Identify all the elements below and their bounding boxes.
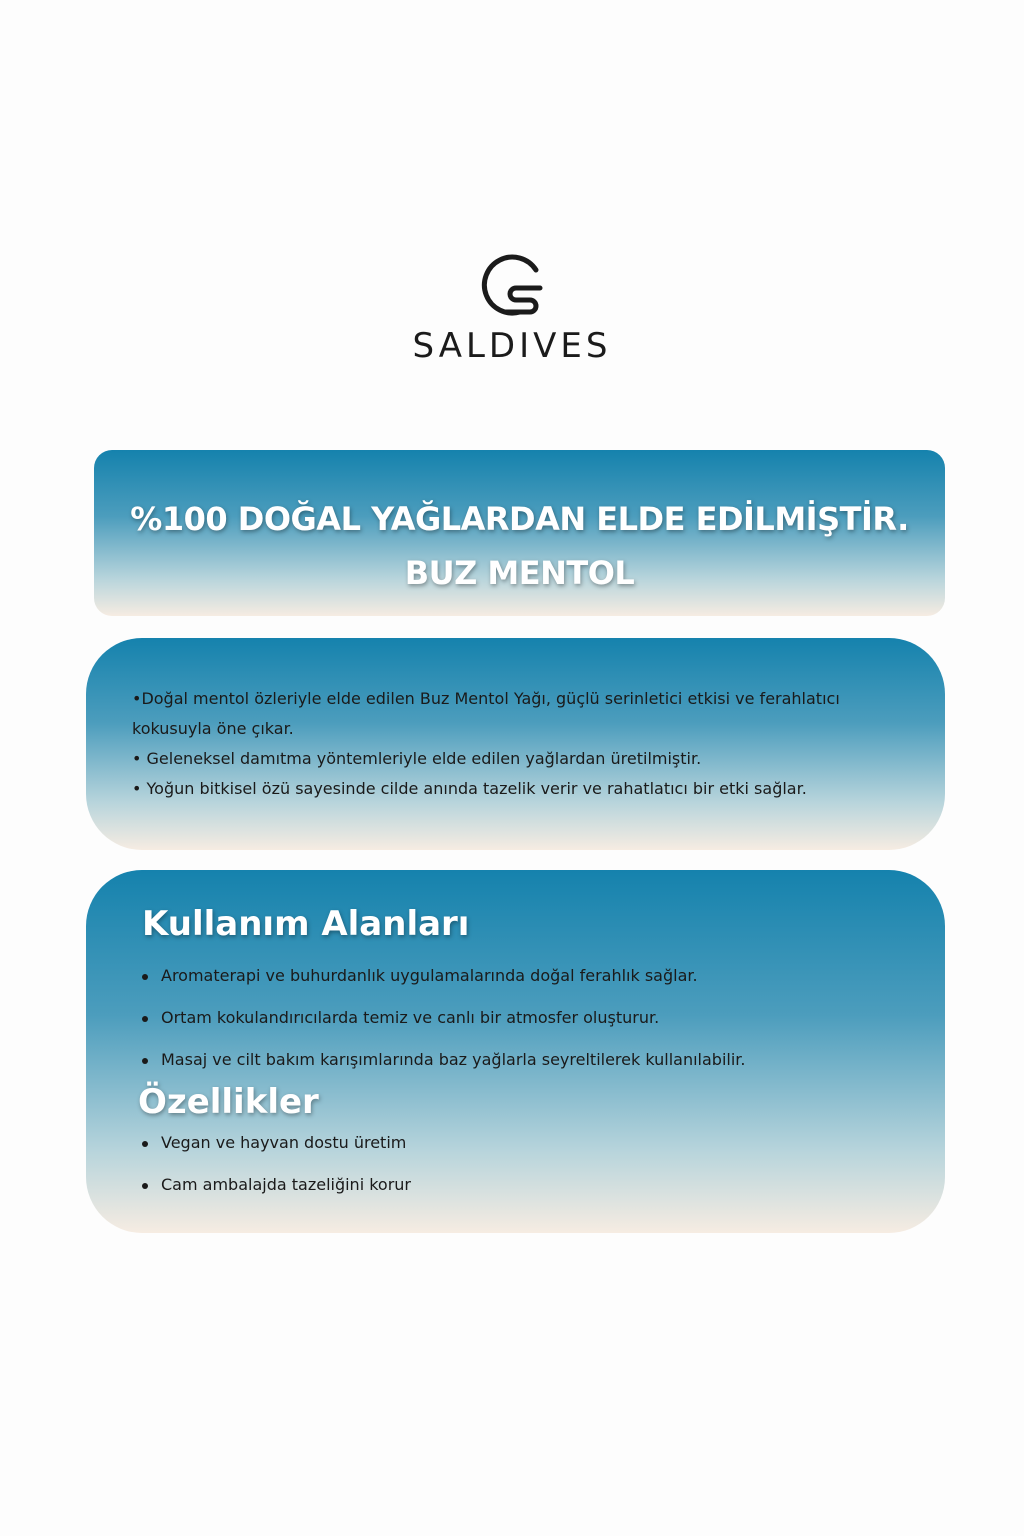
list-item xyxy=(142,1132,411,1174)
list-item xyxy=(142,1007,745,1049)
description-line: •Doğal mentol özleriyle elde edilen Buz Mentol Yağı, güçlü serinletici etkisi ve ferahlatıcı xyxy=(132,689,840,708)
list-item-text: Ortam kokulandırıcılarda temiz ve canlı bir atmosfer oluşturur. xyxy=(161,1008,660,1027)
headline-line-2: BUZ MENTOL xyxy=(404,554,635,592)
usage-features-card xyxy=(86,870,945,1233)
brand-name: SALDIVES xyxy=(412,326,612,366)
list-item xyxy=(142,965,745,1007)
list-item-text: Masaj ve cilt bakım karışımlarında baz yağlarla seyreltilerek kullanılabilir. xyxy=(161,1050,746,1069)
bullet-icon xyxy=(142,1183,148,1189)
list-item xyxy=(142,1174,411,1216)
list-item-text: Vegan ve hayvan dostu üretim xyxy=(161,1133,407,1152)
gs-monogram-icon xyxy=(476,250,548,322)
title-banner xyxy=(94,450,945,616)
description-line: kokusuyla öne çıkar. xyxy=(132,719,294,738)
description-card xyxy=(86,638,945,850)
bullet-icon xyxy=(142,1016,148,1022)
features-heading: Özellikler xyxy=(138,1082,319,1122)
brand-logo xyxy=(0,250,1024,366)
features-list xyxy=(142,1132,411,1216)
list-item-text: Aromaterapi ve buhurdanlık uygulamalarında doğal ferahlık sağlar. xyxy=(161,966,698,985)
bullet-icon xyxy=(142,974,148,980)
list-item-text: Cam ambalajda tazeliğini korur xyxy=(161,1175,412,1194)
usage-list xyxy=(142,965,745,1091)
description-line: • Yoğun bitkisel özü sayesinde cilde anında tazelik verir ve rahatlatıcı bir etki sağlar. xyxy=(132,779,807,798)
bullet-icon xyxy=(142,1141,148,1147)
bullet-icon xyxy=(142,1058,148,1064)
description-line: • Geleneksel damıtma yöntemleriyle elde edilen yağlardan üretilmiştir. xyxy=(132,749,702,768)
usage-heading: Kullanım Alanları xyxy=(142,904,470,944)
headline-line-1: %100 DOĞAL YAĞLARDAN ELDE EDİLMİŞTİR. xyxy=(130,500,909,538)
